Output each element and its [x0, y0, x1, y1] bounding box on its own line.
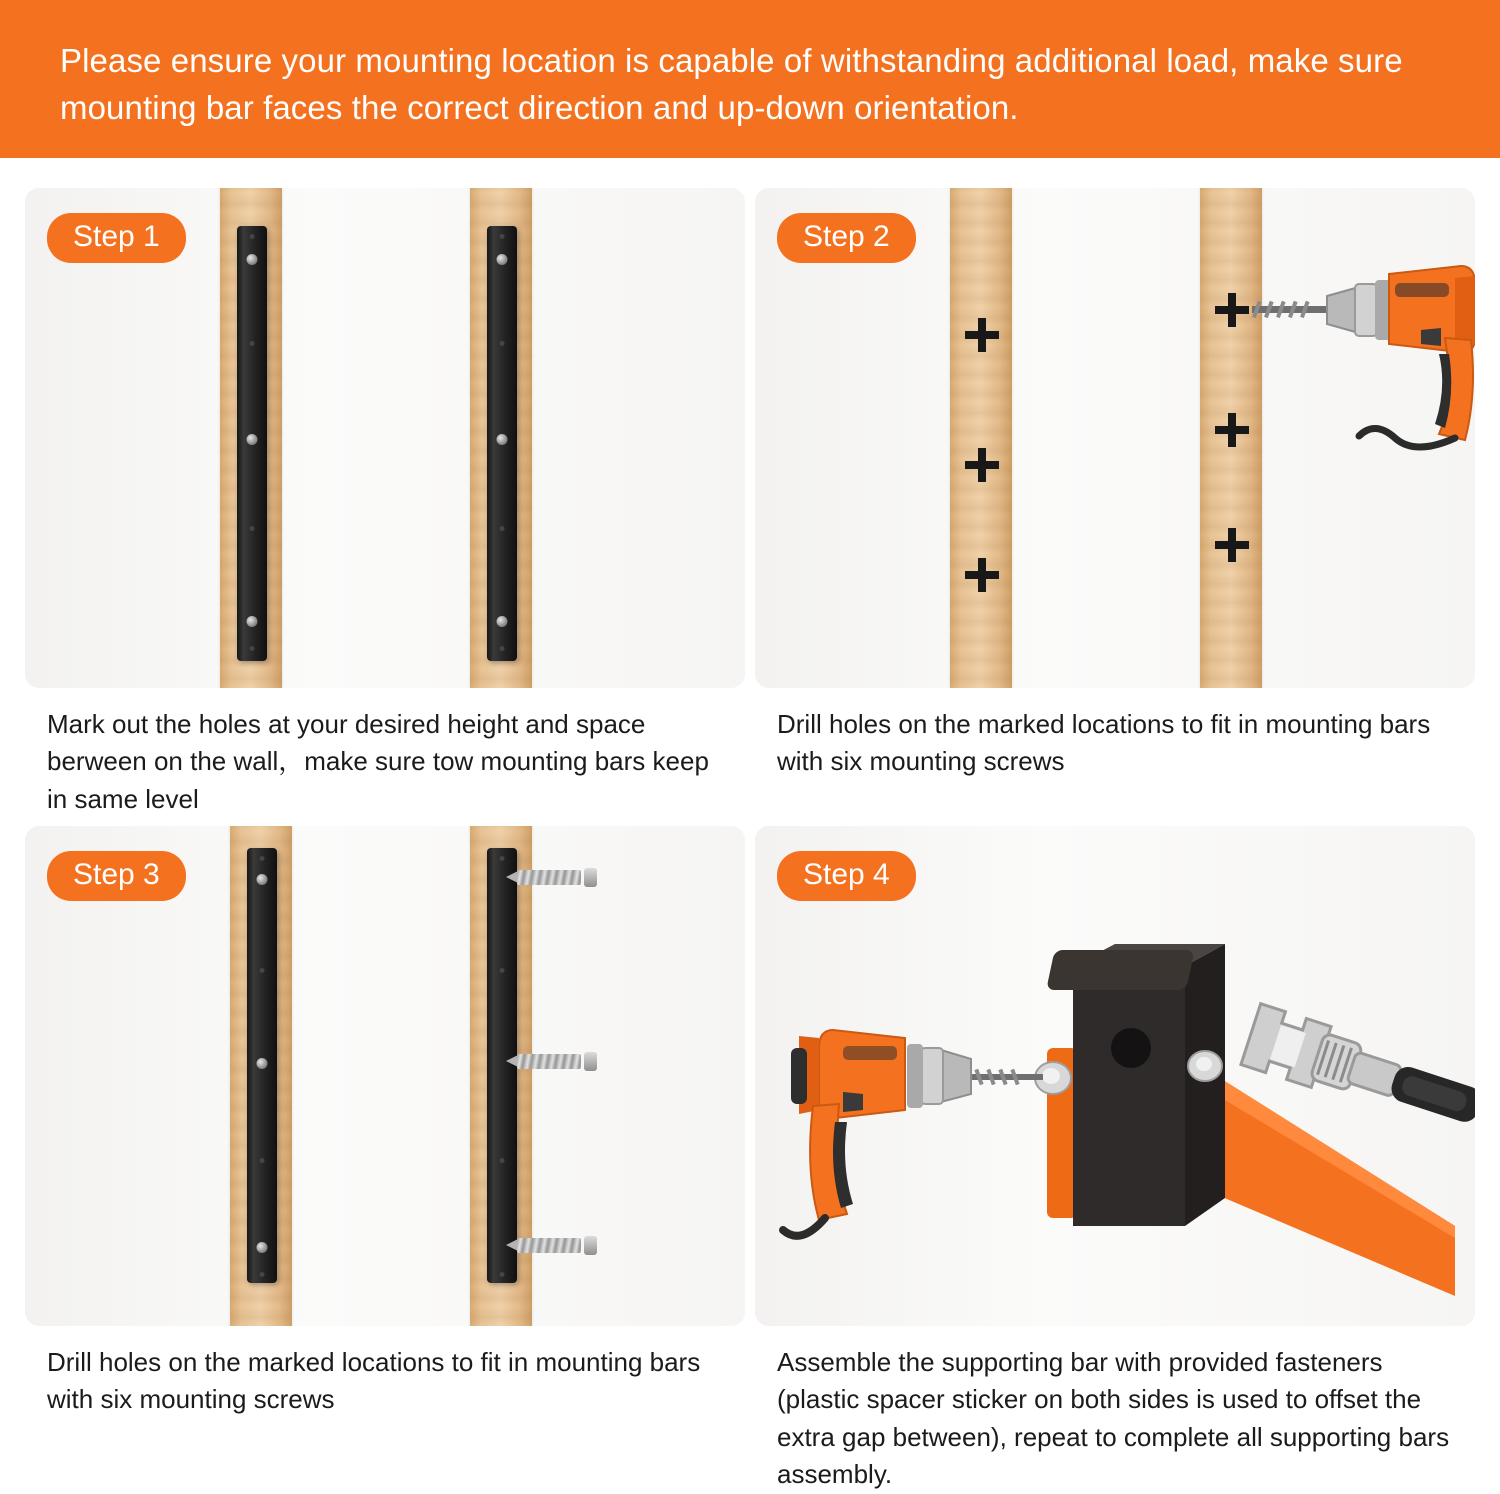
screw-icon: [247, 616, 258, 627]
cross-mark-icon: [1215, 293, 1249, 327]
screw-icon: [517, 1054, 597, 1069]
slot-icon: [500, 526, 505, 531]
step-2-badge: Step 2: [777, 213, 916, 263]
slot-icon: [250, 526, 255, 531]
header-banner: [0, 0, 1500, 158]
step-2-illustration: [755, 188, 1475, 688]
step-2: [755, 188, 1475, 826]
cross-mark-icon: [965, 558, 999, 592]
screw-icon: [257, 1058, 268, 1069]
screw-icon: [247, 254, 258, 265]
slot-icon: [260, 968, 265, 973]
slot-icon: [500, 234, 505, 239]
screw-icon: [257, 874, 268, 885]
step-3-badge: Step 3: [47, 851, 186, 901]
step-3: [25, 826, 745, 1494]
slot-icon: [500, 1272, 505, 1277]
screw-icon: [497, 434, 508, 445]
step-4-caption: Assemble the supporting bar with provided fasteners (plastic spacer sticker on both sides is used to offset the extra gap between), repeat to complete all supporting bars assembly.: [777, 1347, 1450, 1490]
step-1-caption: Mark out the holes at your desired height and space berween on the wall，make sure tow mounting bars keep in same level: [47, 709, 709, 814]
step-3-caption: Drill holes on the marked locations to fit in mounting bars with six mounting screws: [47, 1347, 701, 1415]
step-4: [755, 826, 1475, 1494]
cross-mark-icon: [965, 448, 999, 482]
slot-icon: [500, 646, 505, 651]
wood-stud-icon: [950, 188, 1012, 688]
wall-background: [755, 188, 1475, 688]
slot-icon: [260, 1158, 265, 1163]
mounting-bar-icon: [237, 226, 267, 661]
cross-mark-icon: [965, 318, 999, 352]
screw-icon: [497, 616, 508, 627]
step-1: [25, 188, 745, 826]
slot-icon: [260, 856, 265, 861]
wall-background: [25, 188, 745, 688]
mounting-bar-icon: [247, 848, 277, 1283]
wall-background: [755, 826, 1475, 1326]
slot-icon: [500, 856, 505, 861]
step-1-illustration: [25, 188, 745, 688]
slot-icon: [500, 341, 505, 346]
slot-icon: [500, 968, 505, 973]
step-4-illustration: [755, 826, 1475, 1326]
screw-icon: [247, 434, 258, 445]
screw-icon: [257, 1242, 268, 1253]
wall-background: [25, 826, 745, 1326]
slot-icon: [250, 341, 255, 346]
cross-mark-icon: [1215, 413, 1249, 447]
step-2-caption: Drill holes on the marked locations to fit in mounting bars with six mounting screws: [777, 709, 1431, 777]
banner-text: Please ensure your mounting location is capable of withstanding additional load, make sure mounting bar faces the correct direction and up-down orientation.: [60, 42, 1403, 126]
screw-icon: [517, 1238, 597, 1253]
slot-icon: [250, 646, 255, 651]
step-3-illustration: [25, 826, 745, 1326]
cross-mark-icon: [1215, 528, 1249, 562]
mounting-bar-icon: [487, 226, 517, 661]
step-1-badge: Step 1: [47, 213, 186, 263]
steps-grid: [0, 158, 1500, 1494]
slot-icon: [500, 1158, 505, 1163]
step-4-badge: Step 4: [777, 851, 916, 901]
screw-icon: [497, 254, 508, 265]
slot-icon: [260, 1272, 265, 1277]
slot-icon: [250, 234, 255, 239]
screw-icon: [517, 870, 597, 885]
